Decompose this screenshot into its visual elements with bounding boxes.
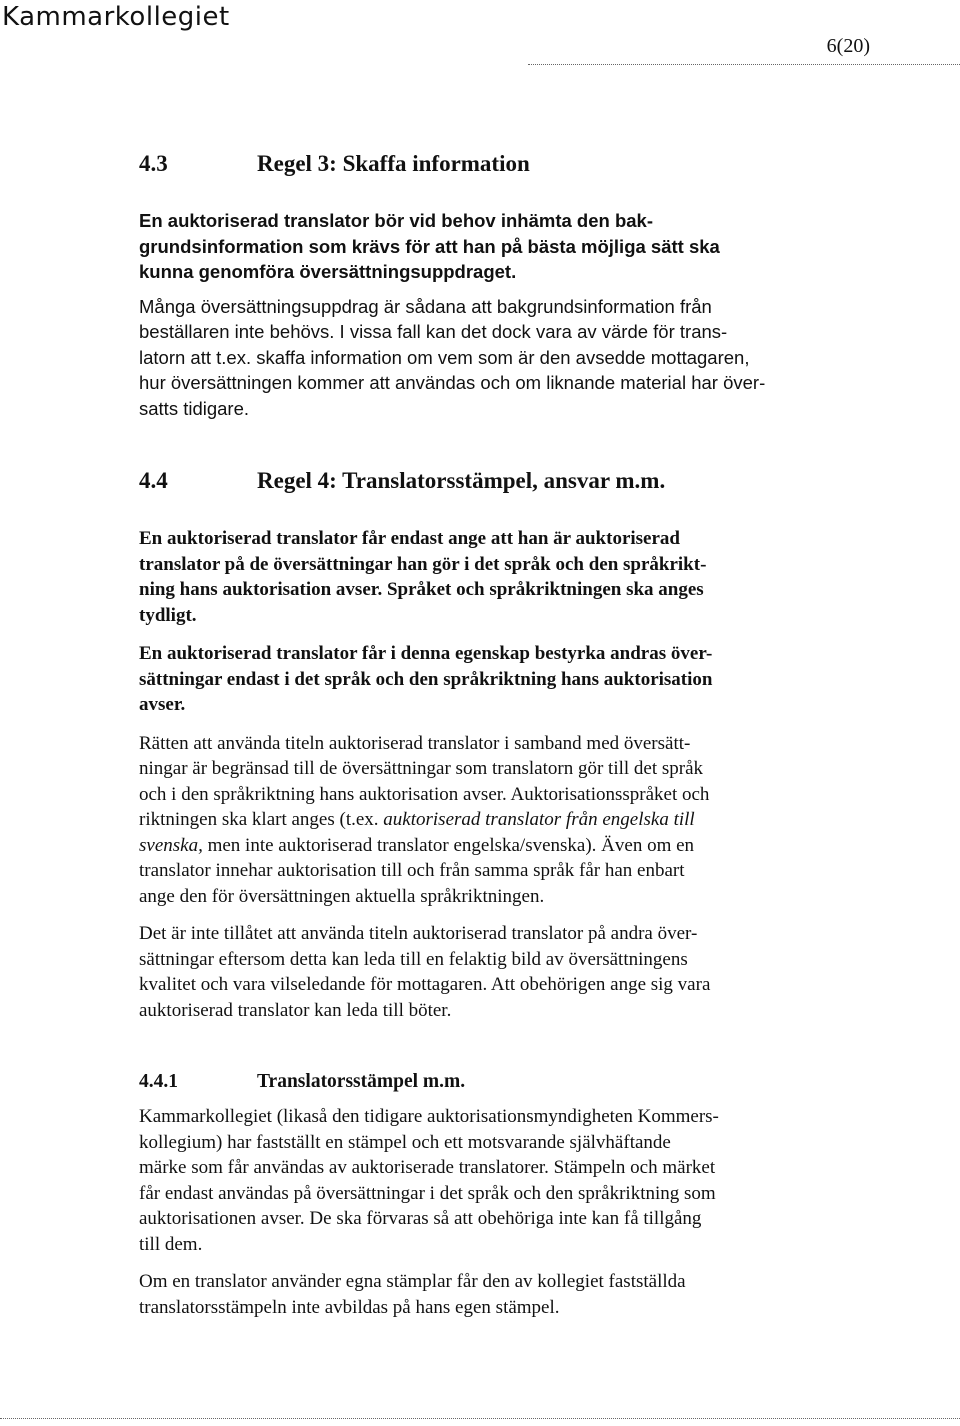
text-line: auktorisationen avser. De ska förvaras så att obehöriga inte kan få tillgång (139, 1208, 702, 1229)
header-org-name: Kammarkollegiet (2, 2, 230, 32)
text-line: Många översättningsuppdrag är sådana att bakgrundsinformation från (139, 295, 712, 317)
text-line: kvalitet och vara vilseledande för mottagaren. Att obehörigen ange sig vara (139, 974, 711, 995)
section-heading-4-4 (139, 466, 829, 496)
text-line: riktningen ska klart anges (t.ex. (139, 809, 384, 830)
section-number: 4.3 (139, 151, 168, 176)
rule-4-comment-1 (139, 731, 829, 910)
text-line: ning hans auktorisation avser. Språket och språkriktningen ska anges (139, 579, 704, 600)
text-line: Om en translator använder egna stämplar får den av kollegiet fastställda (139, 1271, 686, 1292)
text-line: Kammarkollegiet (likaså den tidigare auktorisationsmyndigheten Kommers- (139, 1106, 719, 1127)
text-line: ningar är begränsad till de översättningar som translatorn gör till det språk (139, 758, 704, 779)
text-line: till dem. (139, 1233, 203, 1255)
rule-3-text (139, 208, 829, 285)
text-line: hur översättningen kommer att användas och om liknande material har över- (139, 372, 766, 393)
rule-4-comment-2 (139, 921, 829, 1023)
rule-4-text-2 (139, 641, 829, 718)
text-line: satts tidigare. (139, 397, 250, 419)
text-line: translator innehar auktorisation till och från samma språk får han enbart (139, 860, 685, 881)
stamp-paragraph-1 (139, 1104, 829, 1257)
text-line: Rätten att använda titeln auktoriserad translator i samband med översätt- (139, 732, 691, 754)
section-number: 4.4 (139, 468, 168, 493)
text-line: grundsinformation som krävs för att han på bästa möjliga sätt ska (139, 235, 720, 257)
text-line: latorn att t.ex. skaffa information om vem som är den avsedde mottagaren, (139, 346, 750, 368)
document-body (139, 149, 829, 1320)
rule-3-comment (139, 294, 829, 422)
text-line: En auktoriserad translator får endast ange att han är auktoriserad (139, 528, 680, 549)
text-line: En auktoriserad translator får i denna egenskap bestyrka andras över- (139, 643, 713, 664)
text-line: avser. (139, 694, 186, 715)
footer-divider (0, 1418, 960, 1419)
text-line: märke som får användas av auktoriserade translatorer. Stämpeln och märket (139, 1157, 716, 1178)
text-line: kollegium) har fastställt en stämpel och ett motsvarande självhäftande (139, 1131, 671, 1153)
text-line: tydligt. (139, 604, 197, 626)
text-line: kunna genomföra översättningsuppdraget. (139, 261, 517, 282)
text-line: ange den för översättningen aktuella språkriktningen. (139, 885, 545, 907)
text-line: translatorsstämpeln inte avbildas på hans egen stämpel. (139, 1296, 560, 1318)
text-line: får endast användas på översättningar i det språk och den språkriktning som (139, 1182, 716, 1204)
text-line: sättningar endast i det språk och den språkriktning hans auktorisation (139, 668, 713, 690)
text-line: beställaren inte behövs. I vissa fall kan det dock vara av värde för trans- (139, 321, 728, 342)
page-number: 6(20) (826, 35, 870, 57)
text-line: translator på de översättningar han gör i det språk och den språkrikt- (139, 553, 707, 575)
text-line: En auktoriserad translator bör vid behov inhämta den bak- (139, 210, 653, 231)
text-line: sättningar eftersom detta kan leda till en felaktig bild av översättningens (139, 948, 688, 970)
text-line: auktoriserad translator kan leda till böter. (139, 999, 452, 1021)
section-heading-4-4-1 (139, 1069, 829, 1095)
section-heading-4-3 (139, 149, 829, 179)
text-line: och i den språkriktning hans auktorisation avser. Auktorisationsspråket och (139, 783, 710, 805)
section-title: Regel 3: Skaffa information (257, 151, 530, 176)
rule-4-text-1 (139, 526, 829, 628)
section-title: Translatorsstämpel m.m. (257, 1071, 466, 1092)
section-number: 4.4.1 (139, 1071, 178, 1092)
header-divider (528, 64, 960, 65)
stamp-paragraph-2 (139, 1269, 829, 1320)
example-title-italic: svenska, (139, 834, 203, 856)
text-line: men inte auktoriserad translator engelska/svenska). Även om en (202, 834, 695, 856)
section-title: Regel 4: Translatorsstämpel, ansvar m.m. (257, 468, 666, 493)
text-line: Det är inte tillåtet att använda titeln auktoriserad translator på andra över- (139, 923, 698, 944)
example-title-italic: auktoriserad translator från engelska till (383, 809, 695, 830)
